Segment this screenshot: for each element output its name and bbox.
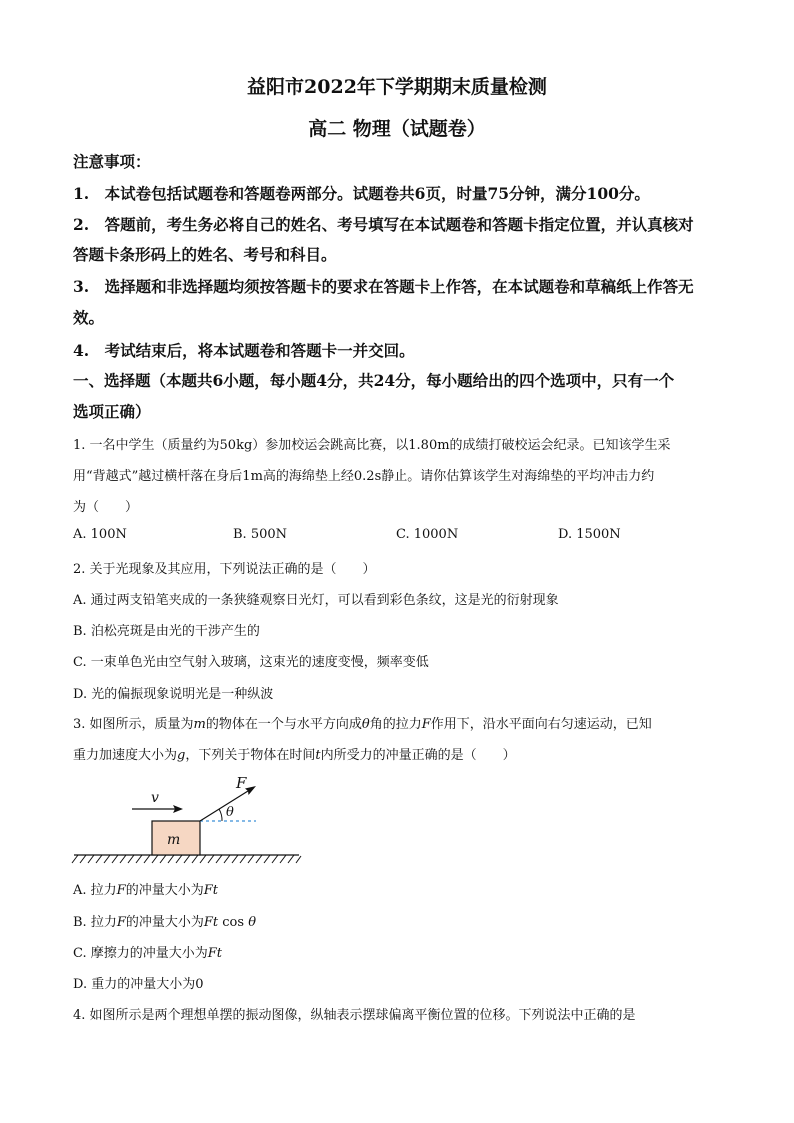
force-label: F <box>236 774 247 792</box>
q1-stem-line-a: 1. 一名中学生（质量约为50kg）参加校运会跳高比赛，以1.80m的成绩打破校运会纪录。已知该学生采 <box>73 438 671 453</box>
angle-arc <box>219 809 222 821</box>
q3-option-value: Ft <box>207 946 222 961</box>
q3-stem-text: 3. 如图所示，质量为 <box>73 717 194 732</box>
q1-stem-line-c: 为（ ） <box>73 500 139 515</box>
q1-option-c: C. 1000N <box>396 527 459 542</box>
force-arrow <box>200 791 248 821</box>
q3-option-text: 的冲量大小为 <box>125 915 204 930</box>
q3-stem-text: 重力加速度大小为 <box>73 748 178 763</box>
q3-figure <box>70 770 305 870</box>
q3-option-value: Ft <box>203 915 219 930</box>
q3-stem-text: 内所受力的冲量正确的是（ ） <box>320 748 516 763</box>
q3-var-theta: θ <box>361 717 370 732</box>
exam-subtitle: 高二 物理（试题卷） <box>308 118 486 140</box>
q3-var-f: F <box>116 883 126 898</box>
q1-option-d: D. 1500N <box>558 527 621 542</box>
q1-option-b: B. 500N <box>233 527 288 542</box>
q3-option-b <box>73 911 256 930</box>
angle-label: θ <box>226 805 234 820</box>
block-mass-label: m <box>167 832 181 848</box>
note-4: 4. 考试结束后，将本试题卷和答题卡一并交回。 <box>73 341 415 360</box>
q3-option-d: D. 重力的冲量大小为0 <box>73 977 204 992</box>
q3-cos-function: cos <box>222 915 245 930</box>
q3-stem-line-b <box>73 744 516 763</box>
note-3-line-b: 效。 <box>73 308 105 327</box>
q3-stem-text: 作用下，沿水平面向右匀速运动，已知 <box>430 717 652 732</box>
q3-option-a <box>73 879 218 898</box>
note-1: 1. 本试卷包括试题卷和答题卷两部分。试题卷共6页，时量75分钟，满分100分。 <box>73 184 650 203</box>
note-2-line-a: 2. 答题前，考生务必将自己的姓名、考号填写在本试题卷和答题卡指定位置，并认真核对 <box>73 215 694 234</box>
q2-option-d: D. 光的偏振现象说明光是一种纵波 <box>73 687 274 702</box>
exam-title: 益阳市2022年下学期期末质量检测 <box>247 76 547 98</box>
q3-stem-text: ，下列关于物体在时间 <box>185 748 316 763</box>
note-3-line-a: 3. 选择题和非选择题均须按答题卡的要求在答题卡上作答，在本试题卷和草稿纸上作答无 <box>73 277 694 296</box>
velocity-label: v <box>151 790 159 806</box>
q3-var-f: F <box>116 915 126 930</box>
q3-option-c <box>73 942 222 961</box>
note-2-line-b: 答题卡条形码上的姓名、考号和科目。 <box>73 245 337 264</box>
q3-stem-text: 角的拉力 <box>369 717 422 732</box>
force-arrowhead-icon <box>245 786 256 795</box>
q3-var-f: F <box>421 717 431 732</box>
q3-option-text: C. 摩擦力的冲量大小为 <box>73 946 208 961</box>
q3-stem-line-a <box>73 713 652 732</box>
q1-option-a: A. 100N <box>73 527 127 542</box>
q3-var-m: m <box>193 717 206 732</box>
q2-option-c: C. 一束单色光由空气射入玻璃，这束光的速度变慢，频率变低 <box>73 655 429 670</box>
q3-var-t: t <box>315 748 321 763</box>
q4-stem: 4. 如图所示是两个理想单摆的振动图像，纵轴表示摆球偏离平衡位置的位移。下列说法中正确的是 <box>73 1008 636 1023</box>
q3-var-theta: θ <box>248 915 257 930</box>
q3-option-text: B. 拉力 <box>73 915 117 930</box>
q3-option-value: Ft <box>203 883 218 898</box>
q2-option-a: A. 通过两支铅笔夹成的一条狭缝观察日光灯，可以看到彩色条纹，这是光的衍射现象 <box>73 593 559 608</box>
q3-stem-text: 的物体在一个与水平方向成 <box>205 717 362 732</box>
ground-hatching <box>72 855 301 863</box>
notes-heading: 注意事项： <box>73 152 151 171</box>
q3-option-text: A. 拉力 <box>73 883 117 898</box>
q3-option-text: 的冲量大小为 <box>125 883 204 898</box>
q3-var-g: g <box>177 748 186 763</box>
section-1-heading-a: 一、选择题（本题共6小题，每小题4分，共24分，每小题给出的四个选项中，只有一个 <box>73 371 675 390</box>
q1-stem-line-b: 用“背越式”越过横杆落在身后1m高的海绵垫上经0.2s静止。请你估算该学生对海绵垫的平均冲击力约 <box>73 469 655 484</box>
q2-option-b: B. 泊松亮斑是由光的干涉产生的 <box>73 624 260 639</box>
section-1-heading-b: 选项正确） <box>73 402 151 421</box>
q2-stem: 2. 关于光现象及其应用，下列说法正确的是（ ） <box>73 562 376 577</box>
